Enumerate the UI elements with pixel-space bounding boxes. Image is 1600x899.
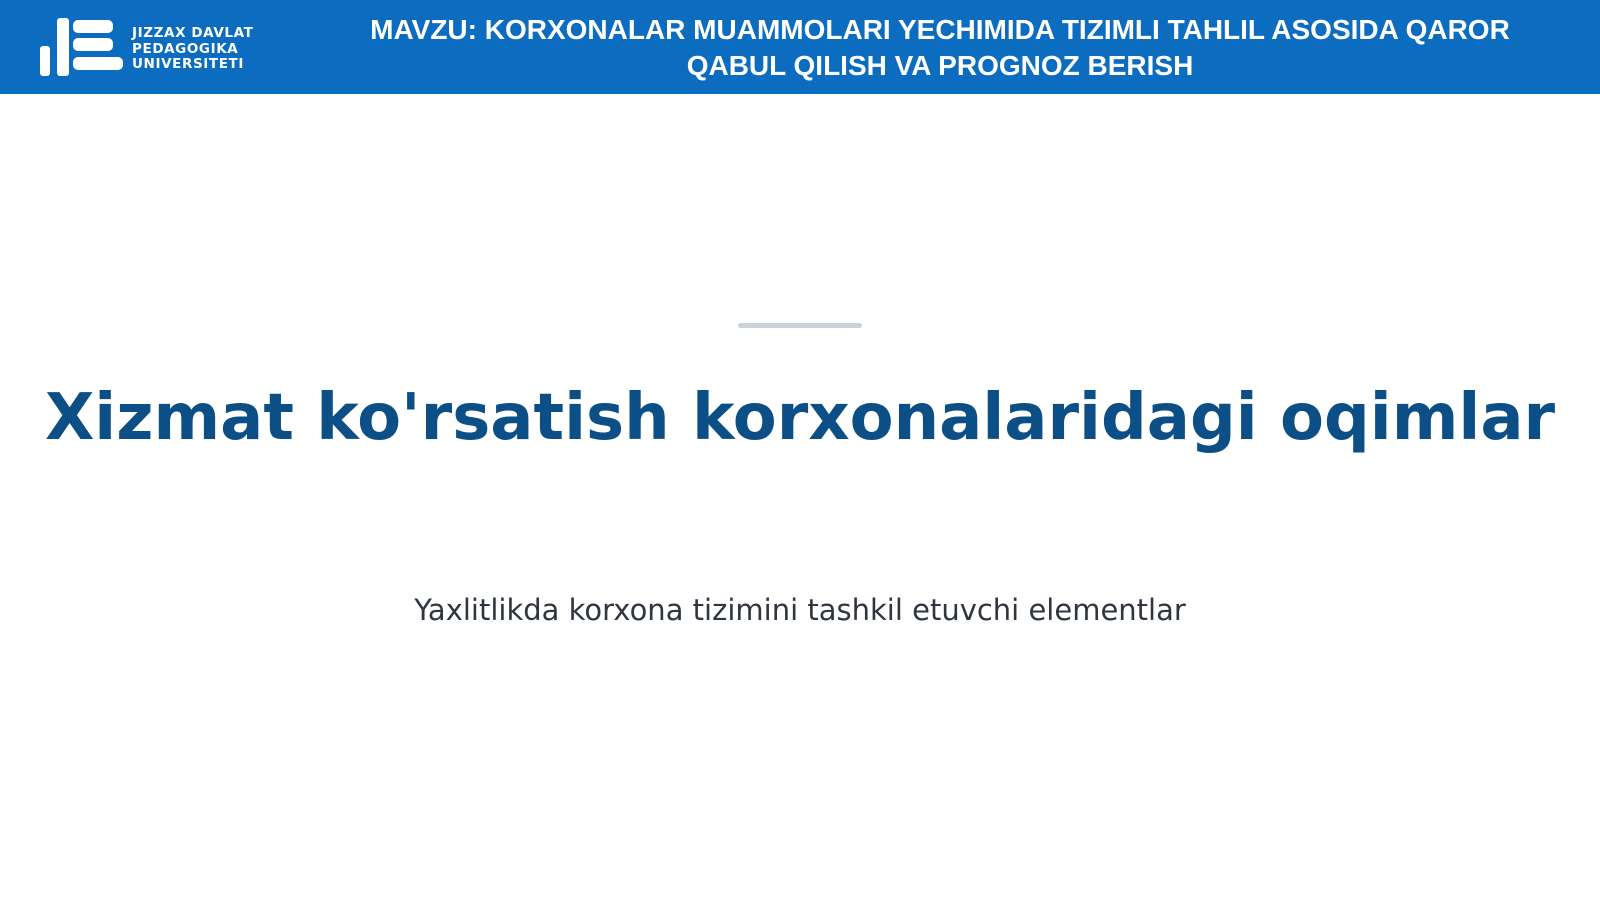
title-divider [738,323,862,328]
topic-title-line-2: QABUL QILISH VA PROGNOZ BERISH [686,50,1194,81]
logo-line-2: PEDAGOGIKA [132,40,239,57]
university-logo-icon [40,18,126,80]
logo-line-1: JIZZAX DAVLAT [132,25,254,41]
topic-title [320,12,1560,84]
header-bar [0,0,1600,94]
logo-line-3: UNIVERSITETI [132,56,244,72]
slide-subtitle: Yaxlitlikda korxona tizimini tashkil etuvchi elementlar [414,593,1186,627]
logo-wordmark [132,26,253,73]
slide-title: Xizmat ko'rsatish korxonalaridagi oqimlar [44,381,1556,455]
topic-title-line-1: MAVZU: KORXONALAR MUAMMOLARI YECHIMIDA TIZIMLI TAHLIL ASOSIDA QAROR [370,14,1510,45]
university-logo [40,18,290,80]
